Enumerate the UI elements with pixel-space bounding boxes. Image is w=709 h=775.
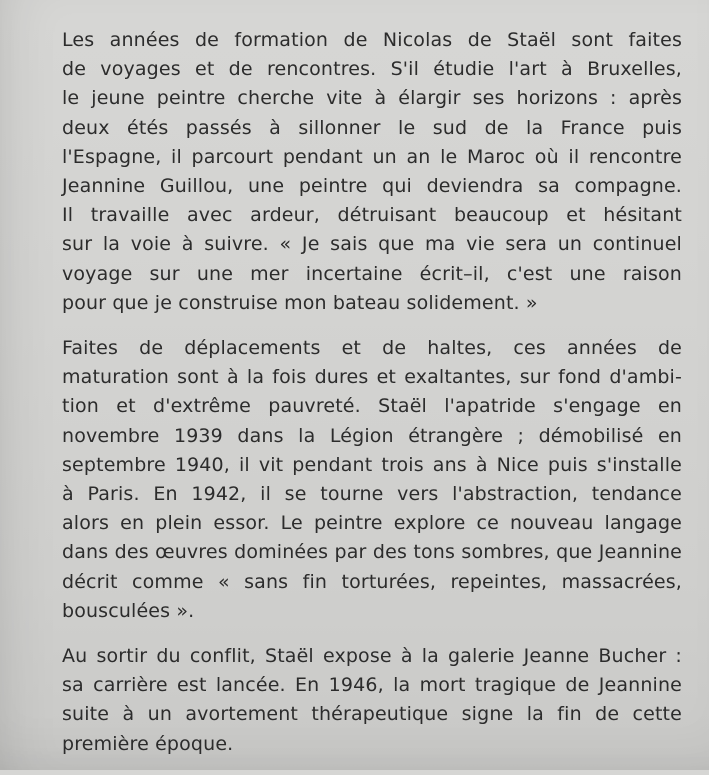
text-line: le jeune peintre cherche vite à élargir ses horizons : après xyxy=(62,87,682,110)
text-line: voyage sur une mer incertaine écrit–il, c'est une raison xyxy=(62,262,682,285)
text-line: Faites de déplacements et de haltes, ces années de xyxy=(62,337,682,360)
text-line: sur la voie à suivre. « Je sais que ma vie sera un continuel xyxy=(62,233,682,256)
text-line: dans des œuvres dominées par des tons sombres, que Jeannine xyxy=(62,541,682,564)
text-line: pour que je construise mon bateau solidement. » xyxy=(62,291,538,314)
text-line: deux étés passés à sillonner le sud de la France puis xyxy=(62,116,682,139)
text-line: à Paris. En 1942, il se tourne vers l'abstraction, tendance xyxy=(62,483,682,506)
wall-text xyxy=(62,26,682,775)
paragraph-1 xyxy=(62,26,682,318)
paragraph-3 xyxy=(62,642,682,759)
text-line: de voyages et de rencontres. S'il étudie l'art à Bruxelles, xyxy=(62,58,682,81)
text-line: première époque. xyxy=(62,732,234,755)
text-line: l'Espagne, il parcourt pendant un an le Maroc où il rencontre xyxy=(62,145,682,168)
text-line: sa carrière est lancée. En 1946, la mort tragique de Jeannine xyxy=(62,674,682,697)
text-line: septembre 1940, il vit pendant trois ans à Nice puis s'installe xyxy=(62,453,682,476)
text-line: novembre 1939 dans la Légion étrangère ; démobilisé en xyxy=(62,424,682,447)
text-line: bousculées ». xyxy=(62,599,195,622)
text-line: Il travaille avec ardeur, détruisant beaucoup et hésitant xyxy=(62,204,682,227)
text-line: Au sortir du conflit, Staël expose à la galerie Jeanne Bucher : xyxy=(62,645,682,668)
text-line: Jeannine Guillou, une peintre qui deviendra sa compagne. xyxy=(62,175,682,198)
paragraph-2 xyxy=(62,334,682,626)
text-line: décrit comme « sans fin torturées, repeintes, massacrées, xyxy=(62,570,682,593)
text-line: Les années de formation de Nicolas de Staël sont faites xyxy=(62,29,682,51)
text-line: suite à un avortement thérapeutique signe la fin de cette xyxy=(62,703,682,726)
text-line: tion et d'extrême pauvreté. Staël l'apatride s'engage en xyxy=(62,395,682,418)
text-line: maturation sont à la fois dures et exaltantes, sur fond d'ambi- xyxy=(62,366,682,389)
text-line: alors en plein essor. Le peintre explore ce nouveau langage xyxy=(62,512,682,535)
